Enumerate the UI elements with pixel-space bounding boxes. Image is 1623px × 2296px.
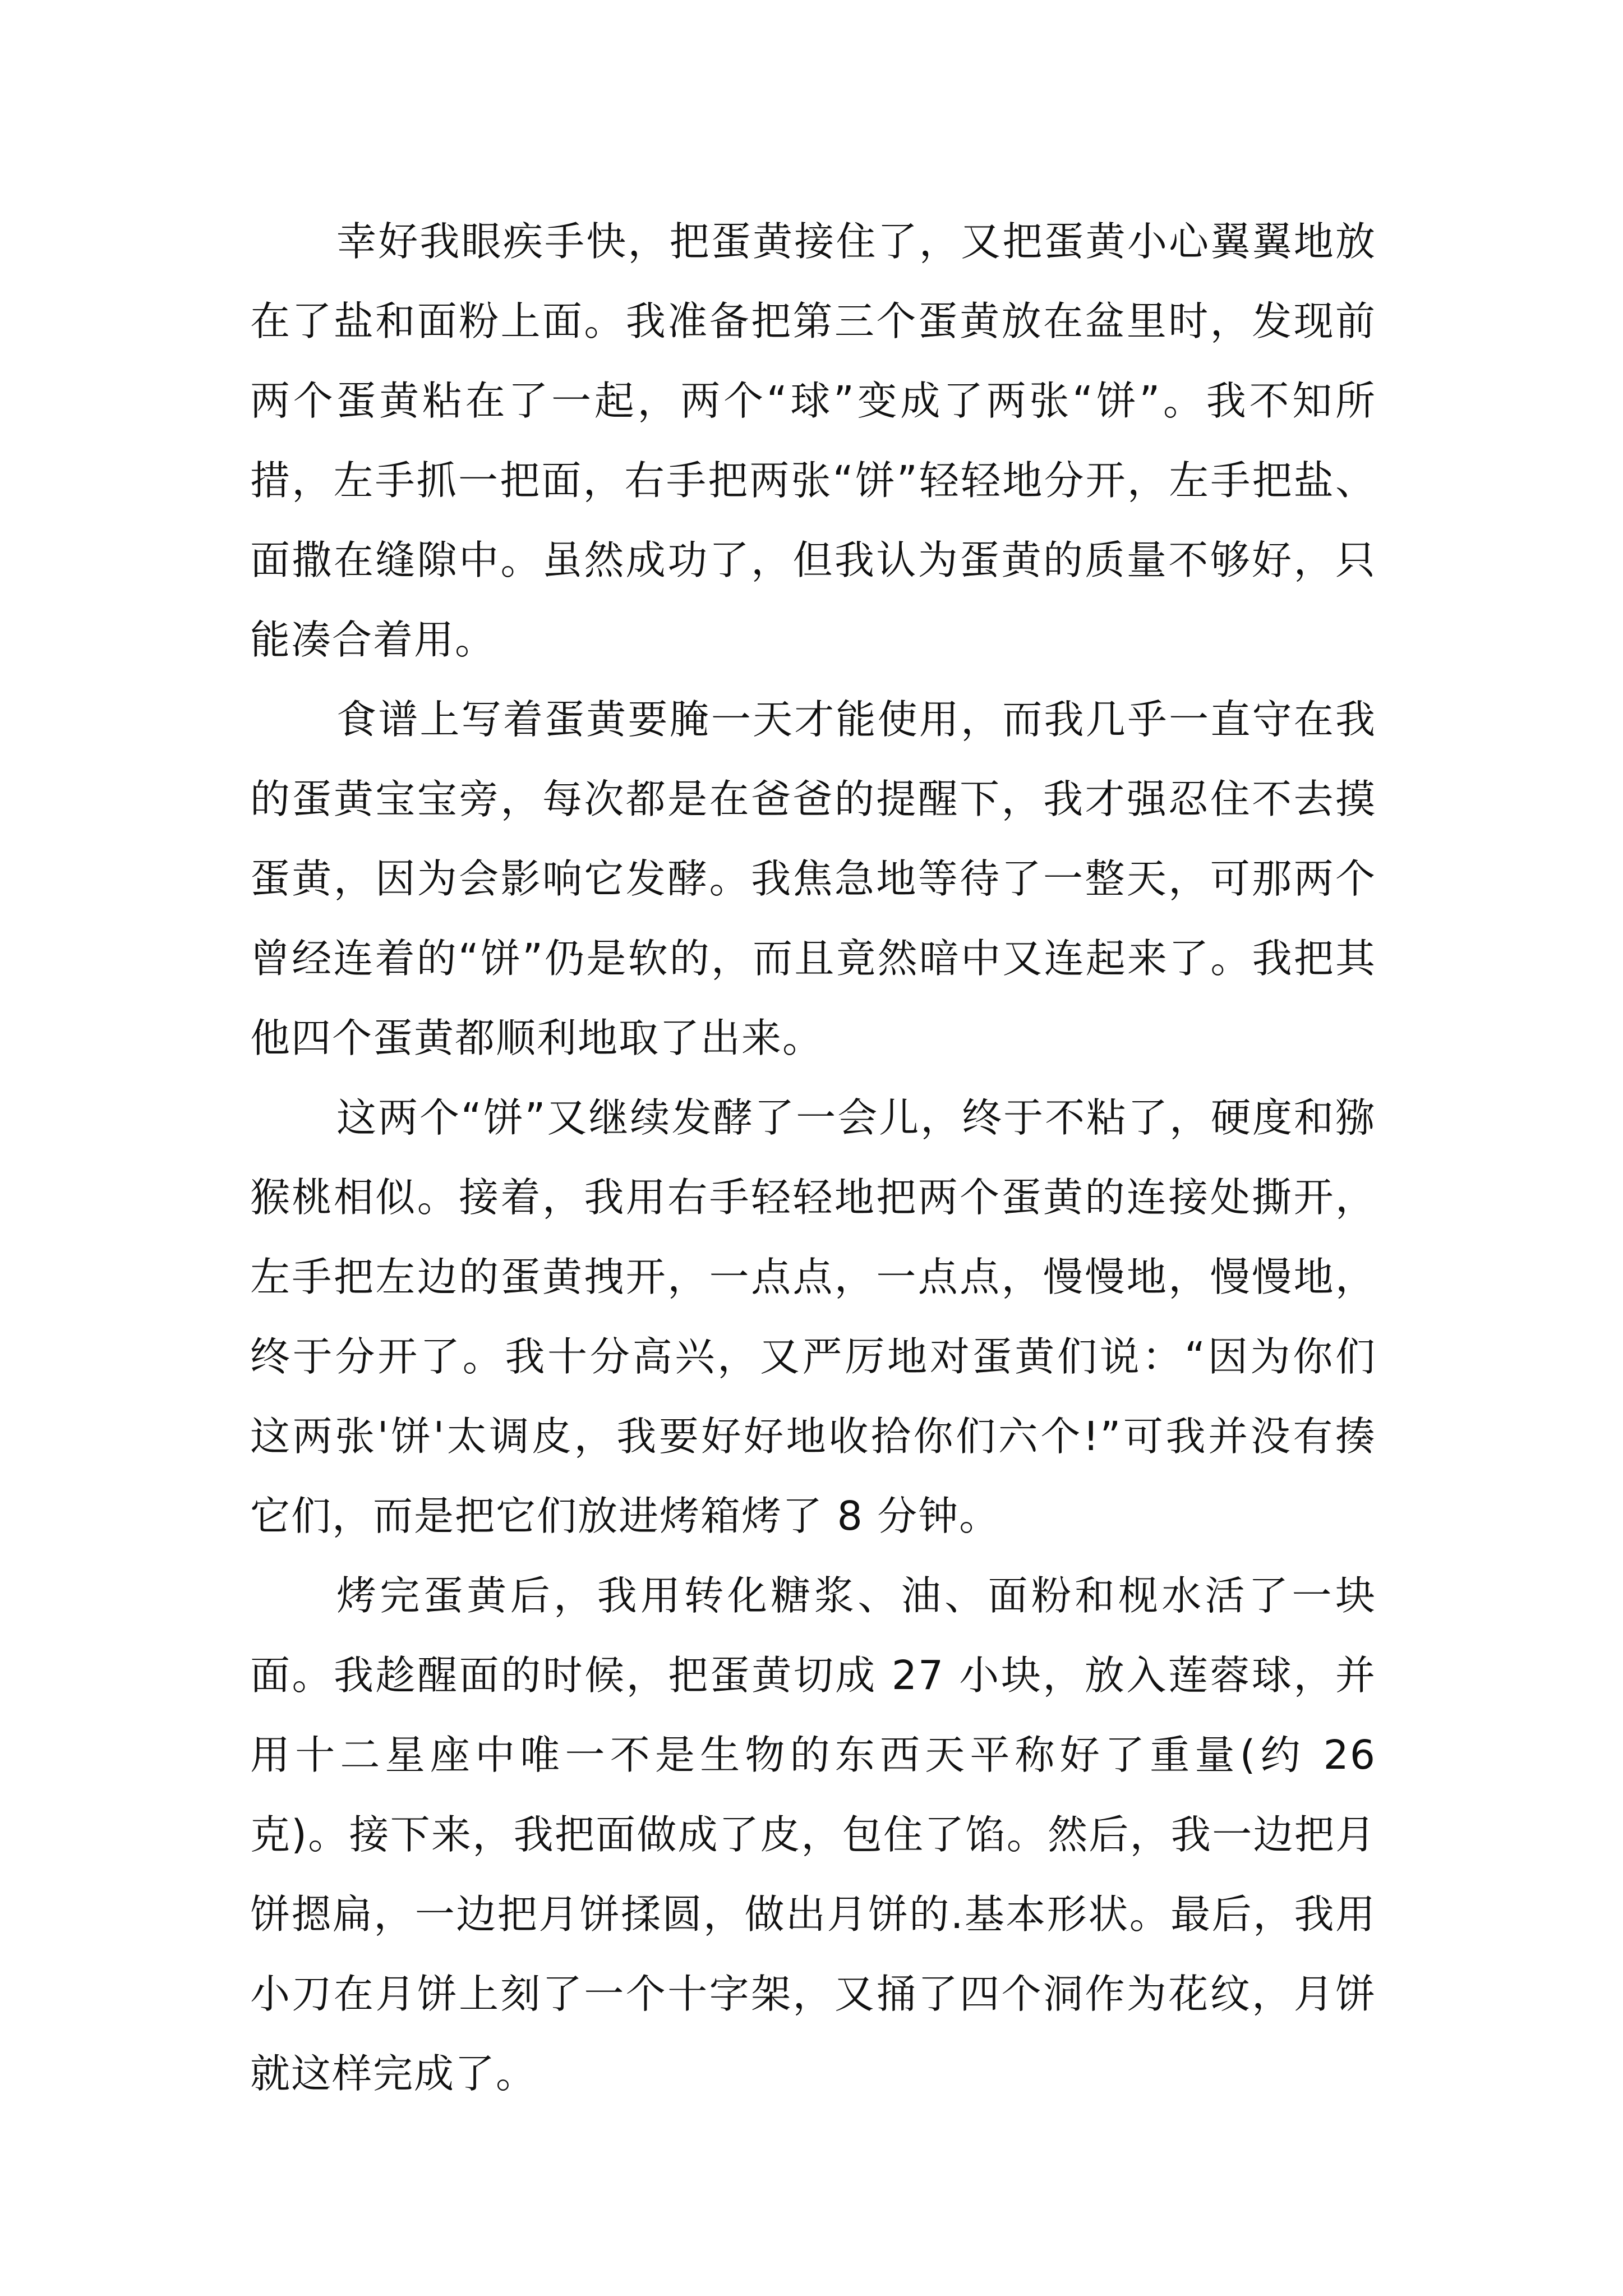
paragraph-2: 食谱上写着蛋黄要腌一天才能使用，而我几乎一直守在我的蛋黄宝宝旁，每次都是在爸爸的提醒下，我才强忍住不去摸蛋黄，因为会影响它发酵。我焦急地等待了一整天，可那两个曾经连着的“饼”仍是软的，而且竟然暗中又连起来了。我把其他四个蛋黄都顺利地取了出来。 bbox=[250, 696, 1376, 1061]
paragraph-1: 幸好我眼疾手快，把蛋黄接住了，又把蛋黄小心翼翼地放在了盐和面粉上面。我准备把第三个蛋黄放在盆里时，发现前两个蛋黄粘在了一起，两个“球”变成了两张“饼”。我不知所措，左手抓一把面，右手把两张“饼”轻轻地分开，左手把盐、面撒在缝隙中。虽然成功了，但我认为蛋黄的质量不够好，只能凑合着用。 bbox=[250, 218, 1376, 663]
paragraph-4: 烤完蛋黄后，我用转化糖浆、油、面粉和枧水活了一块面。我趁醒面的时候，把蛋黄切成 27 小块，放入莲蓉球，并用十二星座中唯一不是生物的东西天平称好了重量(约 26 克)。接下来，我把面做成了皮，包住了馅。然后，我一边把月饼摁扁，一边把月饼揉圆，做出月饼的.基本形状。最后，我用小刀在月饼上刻了一个十字架，又捅了四个洞作为花纹，月饼就这样完成了。 bbox=[250, 1572, 1376, 2097]
article-body bbox=[250, 202, 1376, 2114]
paragraph-3: 这两个“饼”又继续发酵了一会儿，终于不粘了，硬度和猕猴桃相似。接着，我用右手轻轻地把两个蛋黄的连接处撕开，左手把左边的蛋黄拽开，一点点，一点点，慢慢地，慢慢地，终于分开了。我十分高兴，又严厉地对蛋黄们说：“因为你们这两张'饼'太调皮，我要好好地收拾你们六个!”可我并没有揍它们，而是把它们放进烤箱烤了 8 分钟。 bbox=[250, 1094, 1376, 1539]
